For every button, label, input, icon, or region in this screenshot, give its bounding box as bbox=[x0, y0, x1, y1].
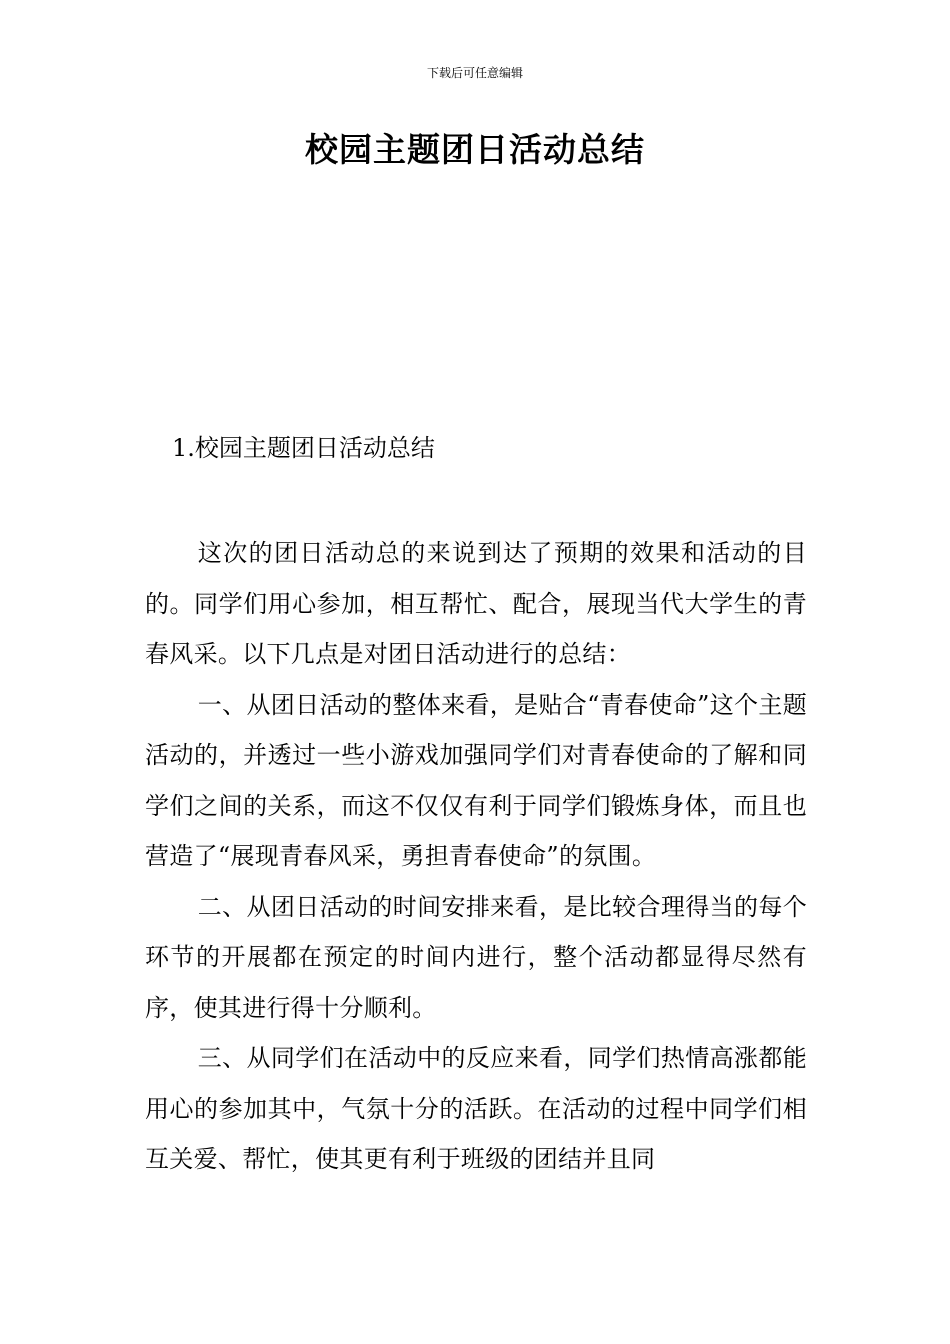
paragraph-point-two: 二、从团日活动的时间安排来看，是比较合理得当的每个环节的开展都在预定的时间内进行，整个活动都显得尽然有序，使其进行得十分顺利。 bbox=[145, 892, 807, 1022]
paragraph-point-three: 三、从同学们在活动中的反应来看，同学们热情高涨都能用心的参加其中，气氛十分的活跃。在活动的过程中同学们相互关爱、帮忙，使其更有利于班级的团结并且同 bbox=[145, 1044, 807, 1173]
body-text bbox=[145, 528, 807, 1185]
paragraph-intro: 这次的团日活动总的来说到达了预期的效果和活动的目的。同学们用心参加，相互帮忙、配合，展现当代大学生的青春风采。以下几点是对团日活动进行的总结： bbox=[145, 539, 807, 668]
header-note: 下载后可任意编辑 bbox=[426, 66, 523, 80]
paragraph-point-one: 一、从团日活动的整体来看，是贴合“青春使命”这个主题活动的，并透过一些小游戏加强同学们对青春使命的了解和同学们之间的关系，而这不仅仅有利于同学们锻炼身体，而且也营造了“展现青春风采，勇担青春使命”的氛围。 bbox=[145, 690, 807, 870]
document-title: 校园主题团日活动总结 bbox=[305, 130, 645, 169]
section-heading: 1.校园主题团日活动总结 bbox=[172, 434, 435, 462]
